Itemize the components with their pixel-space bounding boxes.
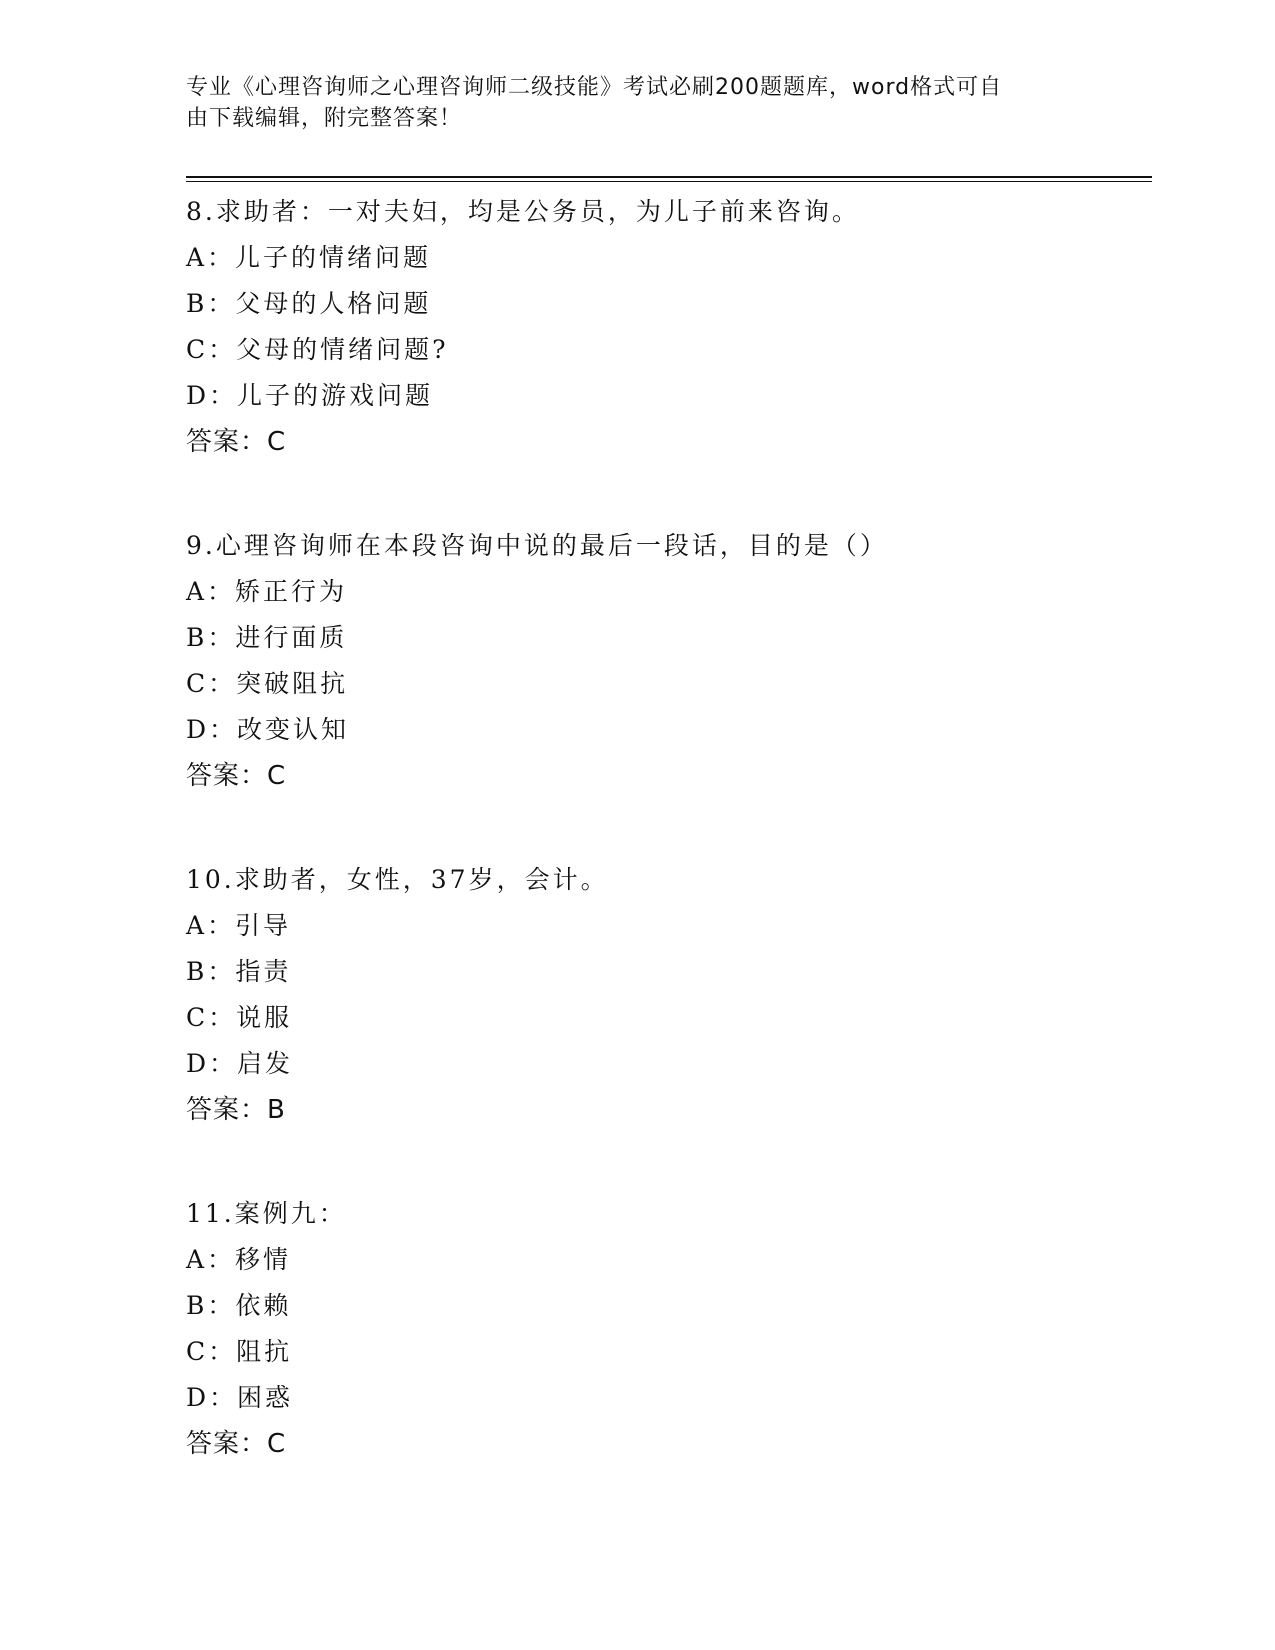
header-line-2: 由下载编辑，附完整答案！ [186, 106, 463, 131]
answer-line: 答案：C [186, 427, 287, 457]
header-line-1: 专业《心理咨询师之心理咨询师二级技能》考试必刷200题题库，word格式可自 [186, 75, 1003, 100]
option-c: C：突破阻抗 [186, 669, 349, 698]
option-d: D：困惑 [186, 1383, 294, 1412]
option-c: C：父母的情绪问题? [186, 335, 449, 364]
option-b: B：依赖 [186, 1291, 292, 1320]
document-header [186, 72, 1066, 134]
question-list [186, 189, 1152, 1525]
option-a: A：儿子的情绪问题 [186, 243, 432, 272]
option-a: A：移情 [186, 1245, 292, 1274]
question-stem: 8.求助者：一对夫妇，均是公务员，为儿子前来咨询。 [186, 197, 860, 226]
question-stem: 11.案例九： [186, 1199, 347, 1228]
answer-line: 答案：C [186, 1429, 287, 1459]
option-a: A：引导 [186, 911, 292, 940]
question-10 [186, 857, 1152, 1133]
question-stem: 10.求助者，女性，37岁，会计。 [186, 865, 609, 894]
question-stem: 9.心理咨询师在本段咨询中说的最后一段话，目的是（） [186, 531, 888, 560]
question-9 [186, 523, 1152, 799]
option-b: B：进行面质 [186, 623, 348, 652]
option-b: B：父母的人格问题 [186, 289, 432, 318]
question-8 [186, 189, 1152, 465]
question-11 [186, 1191, 1152, 1467]
option-c: C：阻抗 [186, 1337, 293, 1366]
header-rule-thick [186, 176, 1152, 178]
option-d: D：儿子的游戏问题 [186, 381, 434, 410]
answer-line: 答案：C [186, 761, 287, 791]
option-d: D：改变认知 [186, 715, 350, 744]
option-a: A：矫正行为 [186, 577, 348, 606]
option-c: C：说服 [186, 1003, 293, 1032]
option-b: B：指责 [186, 957, 292, 986]
answer-line: 答案：B [186, 1095, 286, 1125]
option-d: D：启发 [186, 1049, 294, 1078]
header-rule-thin [186, 181, 1152, 182]
